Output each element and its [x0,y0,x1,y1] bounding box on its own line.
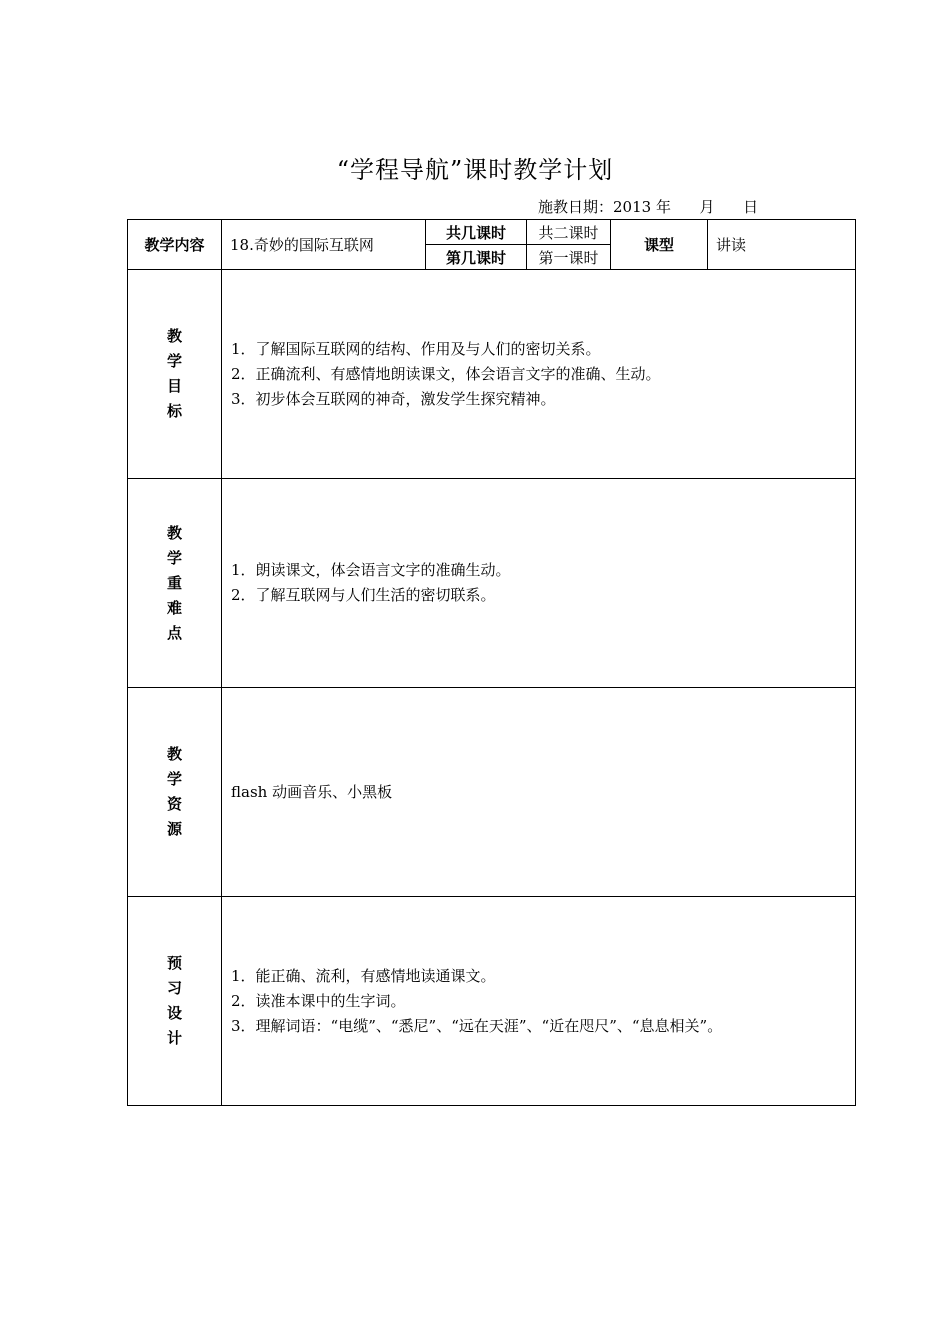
content-label: 教学内容 [128,220,222,270]
label-char: 教 [166,745,182,763]
section-row-resources [128,688,856,897]
total-lessons-value: 共二课时 [527,220,611,245]
header-row-1 [128,220,856,245]
page-title: “学程导航”课时教学计划 [336,156,614,184]
label-char: 设 [166,1004,182,1022]
content-line: 2．正确流利、有感情地朗读课文，体会语言文字的准确、生动。 [231,364,661,383]
lesson-type-value: 讲读 [708,220,856,270]
preview-label [128,897,222,1106]
label-char: 难 [166,598,182,617]
label-char: 教 [166,523,182,542]
label-char: 预 [166,954,182,972]
total-lessons-label: 共几课时 [426,220,527,245]
teaching-date-line: 施教日期：2013 年 月 日 [538,198,759,216]
preview-content [222,897,856,1106]
objectives-content [222,270,856,479]
label-char: 学 [166,770,182,788]
label-char: 源 [166,820,182,838]
section-row-objectives [128,270,856,479]
content-line: 3．初步体会互联网的神奇，激发学生探究精神。 [231,389,556,408]
label-char: 标 [166,402,182,420]
content-line: 2．了解互联网与人们生活的密切联系。 [231,586,496,604]
content-line: flash 动画音乐、小黑板 [231,782,393,801]
resources-label [128,688,222,897]
current-lesson-label: 第几课时 [426,245,527,270]
content-line: 1．了解国际互联网的结构、作用及与人们的密切关系。 [231,339,601,358]
resources-content [222,688,856,897]
content-value: 18.奇妙的国际互联网 [222,220,426,270]
objectives-label [128,270,222,479]
label-char: 计 [166,1029,182,1047]
current-lesson-value: 第一课时 [527,245,611,270]
content-line: 1．朗读课文，体会语言文字的准确生动。 [231,561,511,579]
label-char: 点 [166,623,182,642]
lesson-type-label: 课型 [611,220,708,270]
key-points-content [222,479,856,688]
label-char: 习 [166,979,182,997]
content-line: 2．读准本课中的生字词。 [231,991,406,1010]
label-char: 重 [166,573,182,592]
label-char: 目 [166,377,182,395]
section-row-preview [128,897,856,1106]
label-char: 学 [166,548,182,567]
section-row-key-points [128,479,856,688]
content-line: 1．能正确、流利，有感情地读通课文。 [231,966,496,985]
label-char: 资 [166,795,182,813]
label-char: 教 [166,327,182,345]
label-char: 学 [166,352,182,370]
key-points-label [128,479,222,688]
lesson-plan-table [127,219,856,1106]
content-line: 3．理解词语：“电缆”、“悉尼”、“远在天涯”、“近在咫尺”、“息息相关”。 [231,1016,723,1035]
